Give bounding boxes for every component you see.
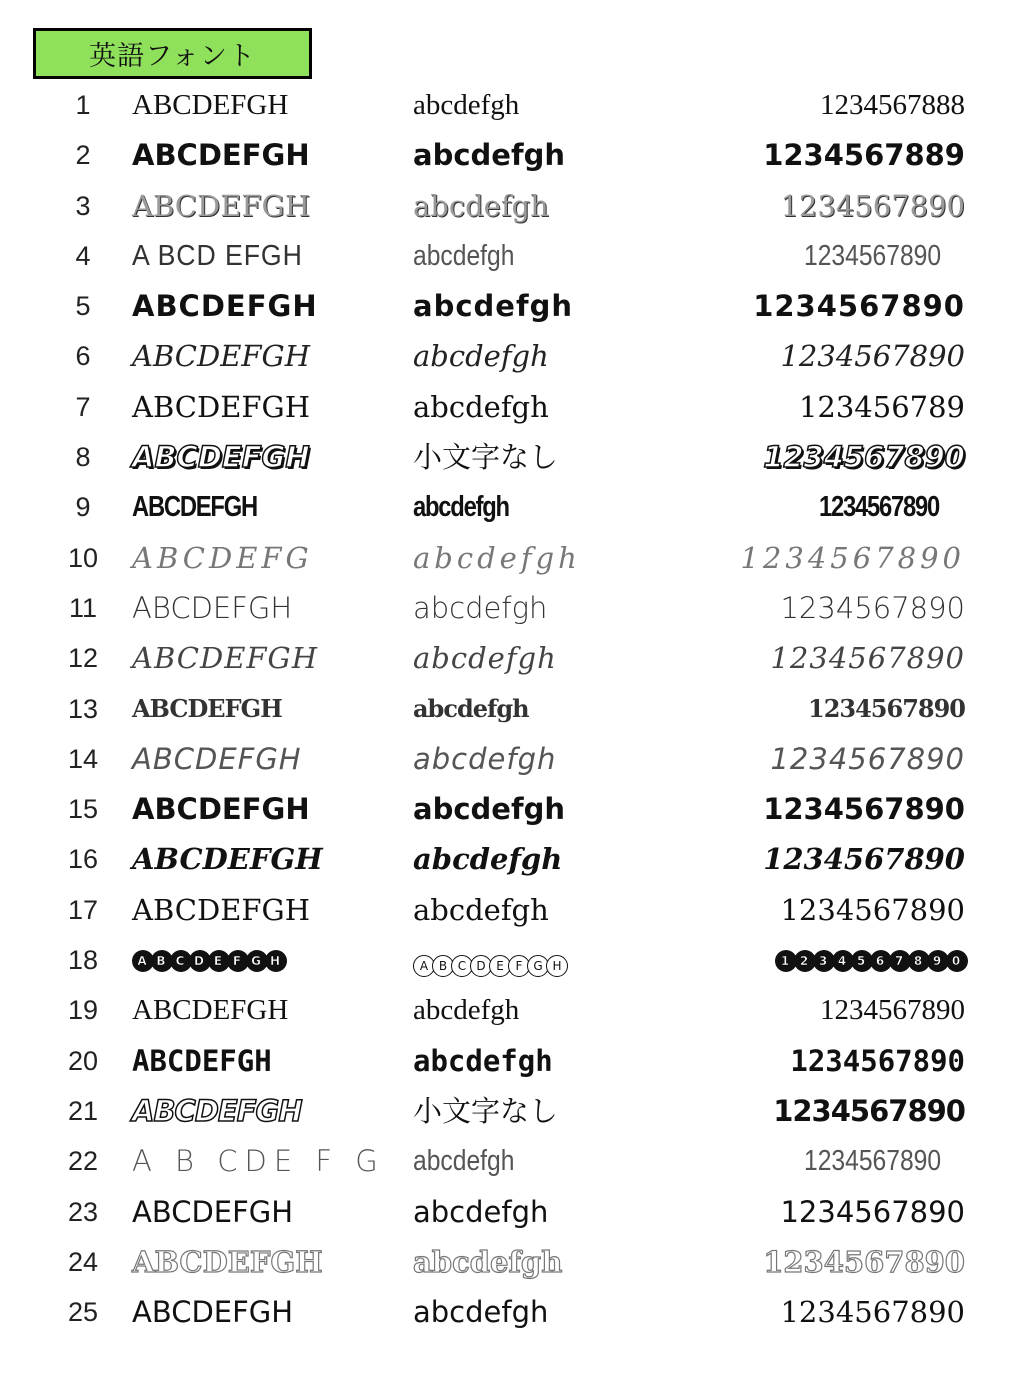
lowercase-sample: abcdefgh — [413, 389, 549, 424]
row-number: 4 — [75, 240, 91, 271]
row-number: 24 — [67, 1246, 99, 1277]
font-sample-row — [0, 130, 1031, 180]
lowercase-sample: abcdefgh — [413, 1244, 563, 1279]
lowercase-sample: abcdefgh — [413, 1295, 549, 1330]
row-number: 18 — [67, 945, 99, 976]
font-sample-row — [0, 331, 1031, 381]
uppercase-sample: ABCDEFGH — [132, 892, 310, 927]
font-sample-row — [0, 1136, 1031, 1186]
row-number: 12 — [67, 643, 99, 674]
font-sample-row — [0, 1086, 1031, 1136]
lowercase-sample: abcdefgh — [413, 138, 565, 173]
lowercase-sample: abcdefgh — [413, 89, 520, 121]
digits-sample: 1234567890 — [818, 491, 939, 524]
row-number: 11 — [68, 592, 98, 623]
lowercase-sample: 小文字なし — [413, 440, 559, 475]
lowercase-sample: abcdefgh — [413, 491, 509, 524]
font-sample-row — [0, 80, 1031, 130]
row-number: 7 — [75, 391, 91, 422]
row-number: 19 — [67, 995, 99, 1026]
digits-sample: 1234567889 — [763, 138, 965, 173]
font-sample-row — [0, 181, 1031, 231]
digits-sample: 1234567890 — [763, 1244, 965, 1279]
uppercase-sample: ABCDEFGH — [132, 138, 310, 173]
lowercase-sample: abcdefgh — [413, 842, 563, 877]
font-sample-row — [0, 684, 1031, 734]
uppercase-sample: ABCDEFGH — [132, 741, 302, 776]
digits-sample: 1234567890 — [770, 641, 965, 676]
uppercase-sample: ABCDEFGH — [132, 693, 282, 723]
font-sample-row — [0, 834, 1031, 884]
digits-sample: 1234567890 — [763, 440, 965, 475]
digits-sample: 1234567890 — [780, 590, 965, 625]
font-sample-row — [0, 985, 1031, 1035]
digits-sample: 1234567890 — [790, 1043, 965, 1078]
uppercase-sample: ABCDEFGH — [132, 389, 310, 424]
digits-sample: 1234567890 — [770, 741, 965, 776]
row-number: 3 — [75, 190, 91, 221]
uppercase-sample: ABCDEFGH — [132, 339, 310, 374]
lowercase-sample: abcdefgh — [413, 792, 565, 827]
uppercase-sample: ABCDEFGH — [132, 1295, 294, 1330]
row-number: 25 — [67, 1297, 99, 1328]
digits-sample: 1234567890 — [753, 289, 965, 324]
font-sample-row — [0, 382, 1031, 432]
lowercase-sample: abcdefgh — [413, 693, 529, 723]
digits-sample: 1234567890 — [780, 339, 965, 374]
row-number: 21 — [67, 1095, 99, 1126]
lowercase-sample: abcdefgh — [413, 741, 557, 776]
digits-sample: 1 2 3 4 5 6 7 8 9 0 — [775, 943, 965, 977]
uppercase-sample: ABCDEFGH — [132, 1043, 272, 1078]
uppercase-sample: ABCDEFGH — [132, 89, 289, 121]
uppercase-sample: ABCDEFGH — [132, 491, 257, 524]
lowercase-sample: abcdefgh — [413, 188, 549, 223]
row-number: 15 — [67, 794, 99, 825]
font-sample-row — [0, 885, 1031, 935]
lowercase-sample: A B C D E F G H — [413, 943, 565, 977]
digits-sample: 1234567890 — [780, 1194, 965, 1229]
font-sample-row — [0, 1036, 1031, 1086]
font-sample-row — [0, 1187, 1031, 1237]
digits-sample: 1234567890 — [803, 1145, 941, 1178]
uppercase-sample: ABCDEFGH — [132, 1093, 302, 1128]
digits-sample: 1234567890 — [820, 994, 965, 1027]
digits-sample: 1234567890 — [803, 239, 941, 272]
font-sample-row — [0, 1287, 1031, 1337]
font-sample-row — [0, 935, 1031, 985]
row-number: 16 — [67, 844, 99, 875]
digits-sample: 1234567890 — [773, 1093, 965, 1128]
uppercase-sample: ABCDEFGH — [132, 188, 310, 223]
lowercase-sample: abcdefgh — [413, 590, 548, 625]
row-number: 2 — [75, 140, 91, 171]
lowercase-sample: abcdefgh — [413, 641, 557, 676]
lowercase-sample: abcdefgh — [413, 339, 549, 374]
digits-sample: 1234567888 — [820, 89, 965, 121]
font-sample-row — [0, 231, 1031, 281]
uppercase-sample: A B CDE F G — [132, 1144, 385, 1179]
lowercase-sample: abcdefgh — [413, 892, 549, 927]
digits-sample: 123456789 — [798, 389, 965, 424]
digits-sample: 1234567890 — [780, 1295, 965, 1330]
font-sample-row — [0, 784, 1031, 834]
font-sample-row — [0, 482, 1031, 532]
digits-sample: 1234567890 — [763, 792, 965, 827]
uppercase-sample: A BCD EFGH — [132, 239, 303, 272]
row-number: 22 — [67, 1146, 99, 1177]
uppercase-sample: A B C D E F G H — [132, 943, 284, 977]
lowercase-sample: abcdefgh — [413, 1043, 553, 1078]
uppercase-sample: ABCDEFGH — [132, 590, 293, 625]
row-number: 5 — [75, 291, 91, 322]
row-number: 6 — [75, 341, 91, 372]
section-title: 英語フォント — [33, 28, 312, 79]
row-number: 8 — [75, 442, 91, 473]
uppercase-sample: ABCDEFGH — [132, 440, 310, 475]
font-sample-row — [0, 1237, 1031, 1287]
font-sample-row — [0, 432, 1031, 482]
font-sample-row — [0, 281, 1031, 331]
row-number: 13 — [67, 693, 99, 724]
lowercase-sample: abcdefgh — [413, 289, 573, 324]
digits-sample: 1234567890 — [808, 693, 965, 723]
uppercase-sample: ABCDEFGH — [132, 289, 318, 324]
uppercase-sample: ABCDEFGH — [132, 1244, 323, 1279]
lowercase-sample: abcdefgh — [413, 1194, 549, 1229]
row-number: 23 — [67, 1196, 99, 1227]
lowercase-sample: abcdefgh — [413, 1145, 515, 1178]
digits-sample: 1234567890 — [780, 892, 965, 927]
font-sample-row — [0, 734, 1031, 784]
font-sample-list — [0, 80, 1031, 1337]
row-number: 17 — [67, 894, 99, 925]
font-sample-row — [0, 583, 1031, 633]
lowercase-sample: abcdefgh — [413, 540, 581, 575]
digits-sample: 1234567890 — [740, 540, 965, 575]
digits-sample: 1234567890 — [780, 188, 965, 223]
uppercase-sample: ABCDEFGH — [132, 641, 318, 676]
lowercase-sample: abcdefgh — [413, 239, 515, 272]
uppercase-sample: ABCDEFGH — [132, 792, 310, 827]
uppercase-sample: ABCDEFG — [132, 540, 313, 575]
font-sample-row — [0, 533, 1031, 583]
uppercase-sample: ABCDEFGH — [132, 1194, 294, 1229]
row-number: 20 — [67, 1045, 99, 1076]
uppercase-sample: ABCDEFGH — [132, 842, 323, 877]
digits-sample: 1234567890 — [763, 842, 965, 877]
lowercase-sample: abcdefgh — [413, 994, 520, 1027]
font-sample-row — [0, 633, 1031, 683]
row-number: 1 — [75, 90, 91, 120]
row-number: 14 — [67, 743, 99, 774]
uppercase-sample: ABCDEFGH — [132, 994, 289, 1027]
row-number: 10 — [67, 542, 99, 573]
row-number: 9 — [75, 492, 91, 523]
lowercase-sample: 小文字なし — [413, 1093, 559, 1128]
